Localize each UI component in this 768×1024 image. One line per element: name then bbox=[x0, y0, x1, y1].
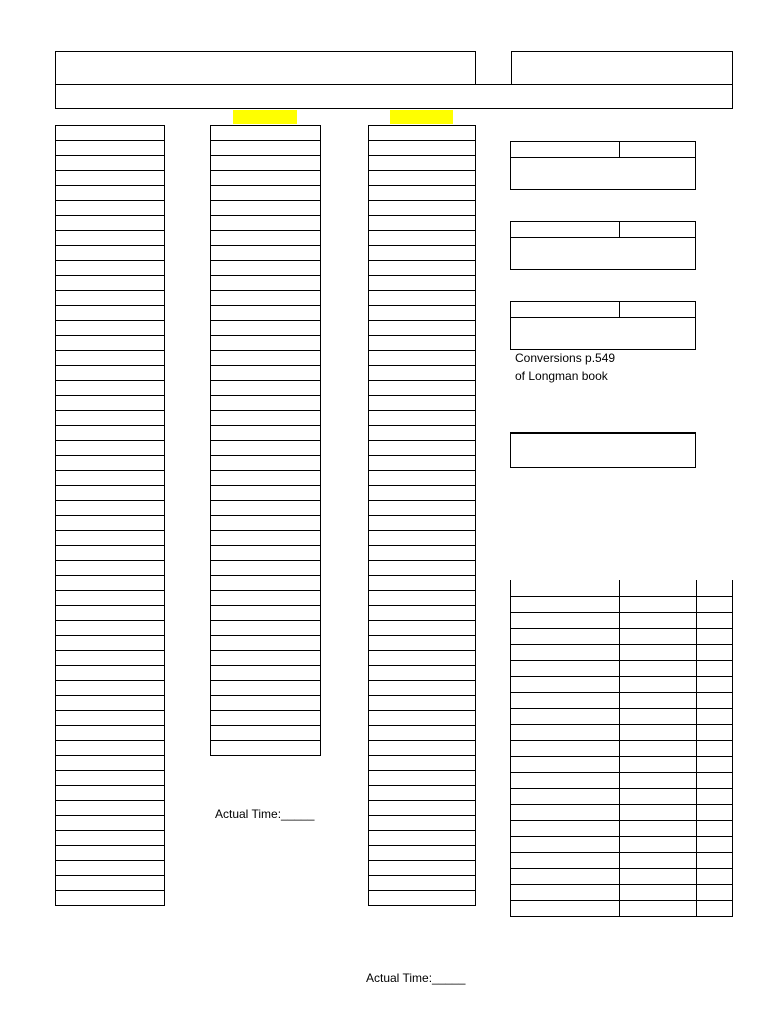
right-column-row[interactable] bbox=[368, 500, 476, 516]
left-column-row[interactable] bbox=[55, 680, 165, 696]
left-column bbox=[55, 125, 165, 906]
left-column-row[interactable] bbox=[55, 170, 165, 186]
right-column-row[interactable] bbox=[368, 410, 476, 426]
right-column-row[interactable] bbox=[368, 830, 476, 846]
conversions-note-line1: Conversions p.549 bbox=[515, 351, 616, 365]
mini-table-1 bbox=[510, 141, 696, 190]
right-column-row[interactable] bbox=[368, 695, 476, 711]
right-column-row[interactable] bbox=[368, 710, 476, 726]
middle-column-row[interactable] bbox=[210, 680, 321, 696]
right-column-row[interactable] bbox=[368, 200, 476, 216]
mini-table-3-cell-a[interactable] bbox=[510, 301, 620, 318]
side-grid-cell[interactable] bbox=[697, 629, 733, 645]
side-grid-row bbox=[510, 757, 733, 773]
side-grid-cell[interactable] bbox=[620, 725, 697, 741]
middle-column-row[interactable] bbox=[210, 350, 321, 366]
left-column-row[interactable] bbox=[55, 230, 165, 246]
side-grid-cell[interactable] bbox=[620, 629, 697, 645]
side-grid-row bbox=[510, 805, 733, 821]
side-grid-cell[interactable] bbox=[697, 805, 733, 821]
right-column-row[interactable] bbox=[368, 380, 476, 396]
subtitle-bar[interactable] bbox=[55, 84, 733, 109]
left-column-row[interactable] bbox=[55, 755, 165, 771]
side-grid-cell[interactable] bbox=[697, 901, 733, 917]
left-column-row[interactable] bbox=[55, 185, 165, 201]
side-grid-cell[interactable] bbox=[697, 885, 733, 901]
middle-column-row[interactable] bbox=[210, 515, 321, 531]
right-column-row[interactable] bbox=[368, 275, 476, 291]
left-column-row[interactable] bbox=[55, 770, 165, 786]
left-column-row[interactable] bbox=[55, 245, 165, 261]
middle-column-row[interactable] bbox=[210, 230, 321, 246]
left-column-row[interactable] bbox=[55, 290, 165, 306]
left-column-row[interactable] bbox=[55, 155, 165, 171]
side-grid-cell[interactable] bbox=[510, 885, 620, 901]
side-grid-cell[interactable] bbox=[620, 837, 697, 853]
middle-column-row[interactable] bbox=[210, 320, 321, 336]
side-grid-row bbox=[510, 613, 733, 629]
right-column-row[interactable] bbox=[368, 815, 476, 831]
middle-column-row[interactable] bbox=[210, 185, 321, 201]
right-column-row[interactable] bbox=[368, 290, 476, 306]
middle-column-row[interactable] bbox=[210, 215, 321, 231]
left-column-row[interactable] bbox=[55, 485, 165, 501]
left-column-row[interactable] bbox=[55, 200, 165, 216]
left-column-row[interactable] bbox=[55, 365, 165, 381]
middle-column-row[interactable] bbox=[210, 425, 321, 441]
side-grid-cell[interactable] bbox=[510, 773, 620, 789]
bottom-actual-time: Actual Time:_____ bbox=[366, 971, 466, 985]
side-grid-row bbox=[510, 645, 733, 661]
left-column-row[interactable] bbox=[55, 125, 165, 141]
left-column-row[interactable] bbox=[55, 710, 165, 726]
right-column-row[interactable] bbox=[368, 650, 476, 666]
side-grid-cell[interactable] bbox=[510, 757, 620, 773]
middle-actual-time: Actual Time:_____ bbox=[215, 807, 315, 821]
left-column-row[interactable] bbox=[55, 650, 165, 666]
left-column-row[interactable] bbox=[55, 320, 165, 336]
left-column-row[interactable] bbox=[55, 665, 165, 681]
right-column-row[interactable] bbox=[368, 605, 476, 621]
right-column-row[interactable] bbox=[368, 785, 476, 801]
left-column-row[interactable] bbox=[55, 875, 165, 891]
middle-column-row[interactable] bbox=[210, 440, 321, 456]
side-grid-cell[interactable] bbox=[510, 613, 620, 629]
side-grid-cell[interactable] bbox=[620, 645, 697, 661]
side-grid-cell[interactable] bbox=[510, 901, 620, 917]
middle-column-highlight bbox=[233, 110, 297, 124]
mini-table-2-body[interactable] bbox=[510, 238, 696, 270]
middle-column-row[interactable] bbox=[210, 245, 321, 261]
middle-column-row[interactable] bbox=[210, 620, 321, 636]
right-column-row[interactable] bbox=[368, 305, 476, 321]
side-grid-cell[interactable] bbox=[620, 885, 697, 901]
side-grid-cell[interactable] bbox=[510, 741, 620, 757]
mini-table-3-cell-b[interactable] bbox=[619, 301, 696, 318]
side-grid-cell[interactable] bbox=[620, 709, 697, 725]
side-grid-cell[interactable] bbox=[620, 693, 697, 709]
middle-column-row[interactable] bbox=[210, 590, 321, 606]
side-grid-row bbox=[510, 725, 733, 741]
left-column-row[interactable] bbox=[55, 575, 165, 591]
middle-column-row[interactable] bbox=[210, 560, 321, 576]
side-grid-cell[interactable] bbox=[620, 661, 697, 677]
left-column-row[interactable] bbox=[55, 335, 165, 351]
middle-column-row[interactable] bbox=[210, 200, 321, 216]
mini-table-1-cell-b[interactable] bbox=[619, 141, 696, 158]
right-column-row[interactable] bbox=[368, 395, 476, 411]
side-grid-row bbox=[510, 773, 733, 789]
middle-column-row[interactable] bbox=[210, 365, 321, 381]
middle-column-row[interactable] bbox=[210, 710, 321, 726]
side-grid-row bbox=[510, 661, 733, 677]
side-grid-cell[interactable] bbox=[510, 597, 620, 613]
right-column-row[interactable] bbox=[368, 125, 476, 141]
right-column-row[interactable] bbox=[368, 140, 476, 156]
side-grid-row bbox=[510, 741, 733, 757]
side-grid-cell[interactable] bbox=[510, 709, 620, 725]
right-column-row[interactable] bbox=[368, 365, 476, 381]
conversions-note-line2: of Longman book bbox=[515, 369, 608, 383]
side-grid-cell[interactable] bbox=[697, 613, 733, 629]
right-column-row[interactable] bbox=[368, 860, 476, 876]
side-grid-cell[interactable] bbox=[620, 869, 697, 885]
side-grid bbox=[510, 580, 733, 917]
right-column-row[interactable] bbox=[368, 665, 476, 681]
right-column-row[interactable] bbox=[368, 620, 476, 636]
side-grid-cell[interactable] bbox=[510, 821, 620, 837]
middle-column-row[interactable] bbox=[210, 605, 321, 621]
side-grid-cell[interactable] bbox=[697, 757, 733, 773]
middle-column-row[interactable] bbox=[210, 395, 321, 411]
side-grid-row bbox=[510, 693, 733, 709]
right-column-row[interactable] bbox=[368, 215, 476, 231]
mini-table-1-body[interactable] bbox=[510, 158, 696, 190]
middle-column-row[interactable] bbox=[210, 500, 321, 516]
middle-column-row[interactable] bbox=[210, 290, 321, 306]
middle-column-row[interactable] bbox=[210, 650, 321, 666]
side-grid-cell[interactable] bbox=[510, 725, 620, 741]
right-column-row[interactable] bbox=[368, 800, 476, 816]
right-column-row[interactable] bbox=[368, 455, 476, 471]
middle-column-row[interactable] bbox=[210, 410, 321, 426]
left-column-row[interactable] bbox=[55, 140, 165, 156]
middle-column-row[interactable] bbox=[210, 125, 321, 141]
side-grid-cell[interactable] bbox=[697, 661, 733, 677]
side-grid-cell[interactable] bbox=[620, 901, 697, 917]
left-column-row[interactable] bbox=[55, 455, 165, 471]
middle-column-row[interactable] bbox=[210, 305, 321, 321]
mini-table-3-body[interactable] bbox=[510, 318, 696, 350]
side-grid-row bbox=[510, 789, 733, 805]
right-column-row[interactable] bbox=[368, 485, 476, 501]
left-column-row[interactable] bbox=[55, 530, 165, 546]
left-column-row[interactable] bbox=[55, 470, 165, 486]
right-column-row[interactable] bbox=[368, 725, 476, 741]
middle-column-row[interactable] bbox=[210, 170, 321, 186]
side-info-box[interactable] bbox=[511, 51, 733, 85]
middle-column-row[interactable] bbox=[210, 335, 321, 351]
middle-column-row[interactable] bbox=[210, 725, 321, 741]
side-grid-cell[interactable] bbox=[510, 661, 620, 677]
right-column bbox=[368, 125, 476, 906]
right-column-row[interactable] bbox=[368, 515, 476, 531]
side-grid-row bbox=[510, 885, 733, 901]
side-grid-cell[interactable] bbox=[697, 869, 733, 885]
right-column-row[interactable] bbox=[368, 770, 476, 786]
left-column-row[interactable] bbox=[55, 725, 165, 741]
left-column-row[interactable] bbox=[55, 845, 165, 861]
left-column-row[interactable] bbox=[55, 590, 165, 606]
left-column-row[interactable] bbox=[55, 215, 165, 231]
right-column-row[interactable] bbox=[368, 320, 476, 336]
right-column-row[interactable] bbox=[368, 530, 476, 546]
left-column-row[interactable] bbox=[55, 545, 165, 561]
left-column-row[interactable] bbox=[55, 860, 165, 876]
middle-column-row[interactable] bbox=[210, 155, 321, 171]
side-grid-row bbox=[510, 629, 733, 645]
right-column-row[interactable] bbox=[368, 635, 476, 651]
right-column-row[interactable] bbox=[368, 590, 476, 606]
left-column-row[interactable] bbox=[55, 440, 165, 456]
middle-column-row[interactable] bbox=[210, 575, 321, 591]
left-column-row[interactable] bbox=[55, 695, 165, 711]
side-grid-cell[interactable] bbox=[620, 805, 697, 821]
conversion-answer-box[interactable] bbox=[510, 432, 696, 468]
middle-column-row[interactable] bbox=[210, 740, 321, 756]
side-grid-cell[interactable] bbox=[510, 805, 620, 821]
right-column-row[interactable] bbox=[368, 755, 476, 771]
left-column-row[interactable] bbox=[55, 815, 165, 831]
left-column-row[interactable] bbox=[55, 260, 165, 276]
middle-column bbox=[210, 125, 321, 756]
left-column-row[interactable] bbox=[55, 890, 165, 906]
side-grid-cell[interactable] bbox=[510, 693, 620, 709]
right-column-row[interactable] bbox=[368, 230, 476, 246]
left-column-row[interactable] bbox=[55, 350, 165, 366]
side-grid-cell[interactable] bbox=[510, 645, 620, 661]
left-column-row[interactable] bbox=[55, 395, 165, 411]
side-grid-cell[interactable] bbox=[620, 597, 697, 613]
right-column-row[interactable] bbox=[368, 560, 476, 576]
side-grid-cell[interactable] bbox=[620, 773, 697, 789]
side-grid-cell[interactable] bbox=[697, 597, 733, 613]
left-column-row[interactable] bbox=[55, 635, 165, 651]
left-column-row[interactable] bbox=[55, 275, 165, 291]
middle-column-row[interactable] bbox=[210, 635, 321, 651]
mini-table-1-cell-a[interactable] bbox=[510, 141, 620, 158]
middle-column-row[interactable] bbox=[210, 260, 321, 276]
middle-column-row[interactable] bbox=[210, 695, 321, 711]
side-grid-cell[interactable] bbox=[620, 853, 697, 869]
side-grid-cell[interactable] bbox=[697, 773, 733, 789]
side-grid-row bbox=[510, 869, 733, 885]
middle-column-row[interactable] bbox=[210, 485, 321, 501]
middle-column-row[interactable] bbox=[210, 455, 321, 471]
side-grid-cell[interactable] bbox=[697, 693, 733, 709]
left-column-row[interactable] bbox=[55, 785, 165, 801]
left-column-row[interactable] bbox=[55, 410, 165, 426]
side-grid-cell[interactable] bbox=[697, 741, 733, 757]
left-column-row[interactable] bbox=[55, 305, 165, 321]
right-column-row[interactable] bbox=[368, 740, 476, 756]
right-column-row[interactable] bbox=[368, 680, 476, 696]
side-grid-cell[interactable] bbox=[620, 677, 697, 693]
middle-column-row[interactable] bbox=[210, 275, 321, 291]
side-grid-cell[interactable] bbox=[620, 613, 697, 629]
side-grid-row bbox=[510, 677, 733, 693]
side-grid-cell[interactable] bbox=[697, 821, 733, 837]
right-column-row[interactable] bbox=[368, 155, 476, 171]
side-grid-cell[interactable] bbox=[697, 709, 733, 725]
mini-table-2 bbox=[510, 221, 696, 270]
left-column-row[interactable] bbox=[55, 380, 165, 396]
side-grid-cell[interactable] bbox=[697, 677, 733, 693]
middle-column-row[interactable] bbox=[210, 140, 321, 156]
middle-column-row[interactable] bbox=[210, 545, 321, 561]
side-grid-row bbox=[510, 901, 733, 917]
side-grid-cell[interactable] bbox=[697, 645, 733, 661]
side-grid-cell[interactable] bbox=[697, 789, 733, 805]
side-grid-cell[interactable] bbox=[697, 725, 733, 741]
middle-column-row[interactable] bbox=[210, 470, 321, 486]
right-column-row[interactable] bbox=[368, 440, 476, 456]
right-column-row[interactable] bbox=[368, 170, 476, 186]
right-column-row[interactable] bbox=[368, 185, 476, 201]
side-grid-row bbox=[510, 821, 733, 837]
side-grid-cell[interactable] bbox=[510, 629, 620, 645]
side-grid-cell[interactable] bbox=[510, 837, 620, 853]
right-column-row[interactable] bbox=[368, 260, 476, 276]
right-column-row[interactable] bbox=[368, 470, 476, 486]
right-column-row[interactable] bbox=[368, 545, 476, 561]
mini-table-2-cell-b[interactable] bbox=[619, 221, 696, 238]
left-column-row[interactable] bbox=[55, 500, 165, 516]
side-grid-row bbox=[510, 837, 733, 853]
left-column-row[interactable] bbox=[55, 740, 165, 756]
left-column-row[interactable] bbox=[55, 560, 165, 576]
side-grid-row bbox=[510, 709, 733, 725]
side-grid-cell[interactable] bbox=[510, 789, 620, 805]
right-column-row[interactable] bbox=[368, 335, 476, 351]
right-column-row[interactable] bbox=[368, 875, 476, 891]
side-grid-cell[interactable] bbox=[620, 789, 697, 805]
left-column-row[interactable] bbox=[55, 620, 165, 636]
mini-table-3 bbox=[510, 301, 696, 350]
right-column-row[interactable] bbox=[368, 245, 476, 261]
middle-column-row[interactable] bbox=[210, 665, 321, 681]
left-column-row[interactable] bbox=[55, 830, 165, 846]
side-grid-cell[interactable] bbox=[620, 741, 697, 757]
side-grid-cell[interactable] bbox=[620, 757, 697, 773]
middle-column-row[interactable] bbox=[210, 380, 321, 396]
left-column-row[interactable] bbox=[55, 605, 165, 621]
right-column-row[interactable] bbox=[368, 425, 476, 441]
side-grid-cell[interactable] bbox=[510, 869, 620, 885]
side-grid-row bbox=[510, 597, 733, 613]
left-column-row[interactable] bbox=[55, 800, 165, 816]
side-grid-cell[interactable] bbox=[510, 677, 620, 693]
right-column-row[interactable] bbox=[368, 350, 476, 366]
side-grid-cell[interactable] bbox=[697, 853, 733, 869]
mini-table-2-cell-a[interactable] bbox=[510, 221, 620, 238]
right-column-highlight bbox=[390, 110, 453, 124]
side-grid-cell[interactable] bbox=[697, 837, 733, 853]
side-grid-cell[interactable] bbox=[510, 853, 620, 869]
right-column-row[interactable] bbox=[368, 845, 476, 861]
side-grid-row bbox=[510, 853, 733, 869]
left-column-row[interactable] bbox=[55, 515, 165, 531]
title-box[interactable] bbox=[55, 51, 476, 85]
right-column-row[interactable] bbox=[368, 890, 476, 906]
right-column-row[interactable] bbox=[368, 575, 476, 591]
left-column-row[interactable] bbox=[55, 425, 165, 441]
middle-column-row[interactable] bbox=[210, 530, 321, 546]
side-grid-cell[interactable] bbox=[620, 821, 697, 837]
